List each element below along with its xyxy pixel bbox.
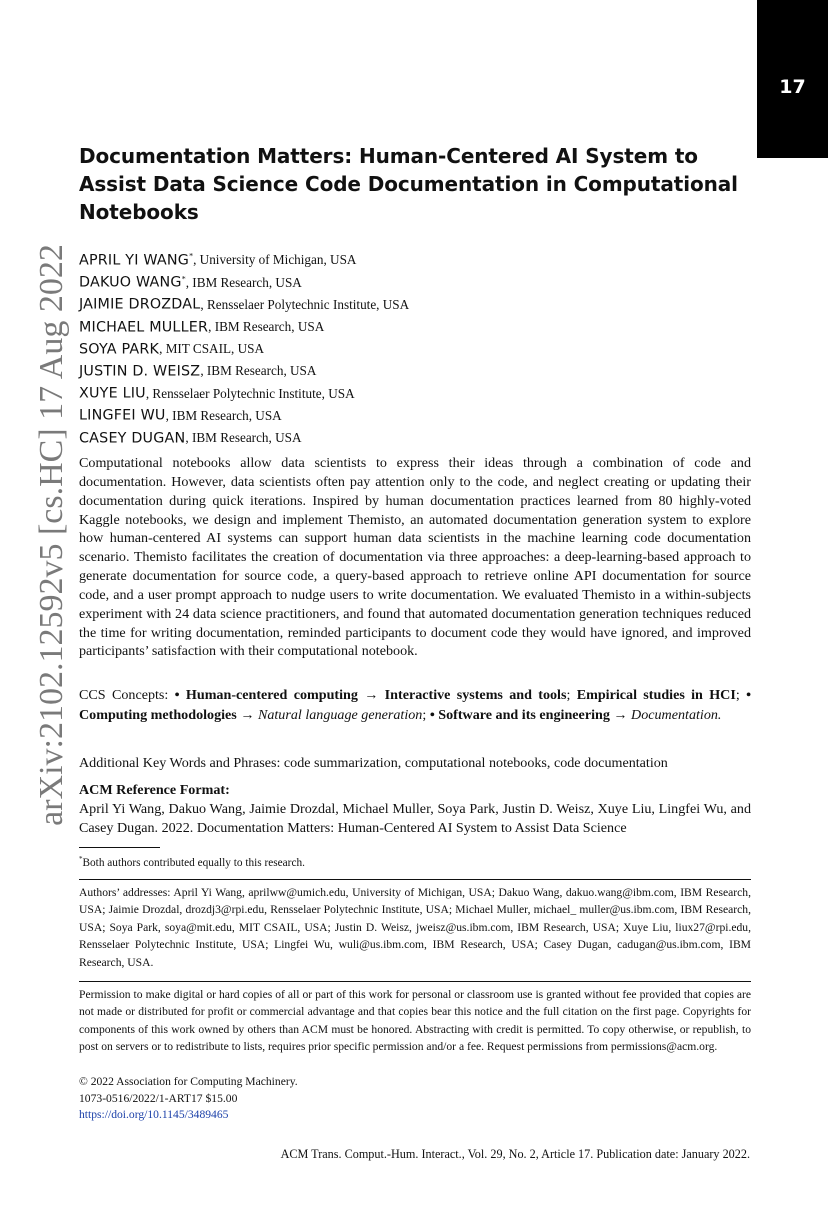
paper-title: Documentation Matters: Human-Centered AI System to Assist Data Science Code Documentation in Computational Notebooks: [79, 144, 738, 224]
author-entry: [79, 424, 749, 446]
author-name: XUYE LIU: [79, 385, 146, 402]
ccs-label: CCS Concepts:: [79, 687, 175, 703]
author-affiliation: , IBM Research, USA: [200, 363, 317, 379]
author-name: SOYA PARK: [79, 341, 160, 358]
author-entry: [79, 379, 749, 401]
author-addresses: Authors’ addresses: April Yi Wang, aprilww@umich.edu, University of Michigan, USA; Dakuo Wang, dakuo.wang@ibm.com, IBM Research, USA; Jaimie Drozdal, drozdj3@rpi.edu, Rensselaer Polytechnic Institute, USA; Michael Muller, michael_ muller@us.ibm.com, IBM Research, USA; Soya Park, soya@mit.edu, MIT CSAIL, USA; Justin D. Weisz, jweisz@us.ibm.com, IBM Research, USA; Xuye Liu, liux27@rpi.edu, Rensselaer Polytechnic Institute, USA; Lingfei Wu, wuli@us.ibm.com, IBM Research, USA; Casey Dugan, cadugan@us.ibm.com, IBM Research, USA.: [79, 886, 751, 969]
ccs-concept: Interactive systems and tools: [384, 687, 567, 703]
ccs-separator: ;: [422, 706, 430, 723]
author-entry: [79, 246, 749, 268]
acm-reference-text: April Yi Wang, Dakuo Wang, Jaimie Drozdal, Michael Muller, Soya Park, Justin D. Weisz, Xuye Liu, Lingfei Wu, and Casey Dugan. 2022. Documentation Matters: Human-Centered AI System to Assist Data Science: [79, 801, 751, 836]
equal-contribution-mark: *: [189, 252, 194, 261]
author-list: [79, 246, 749, 446]
permission-notice: Permission to make digital or hard copies of all or part of this work for personal or classroom use is granted without fee provided that copies are not made or distributed for profit or commercial advantage and that copies bear this notice and the full citation on the first page. Copyrights for components of this work owned by others than ACM must be honored. Abstracting with credit is permitted. To copy otherwise, or republish, to post on servers or to redistribute to lists, requires prior specific permission and/or a fee. Request permissions from permissions@acm.org.: [79, 988, 751, 1054]
author-entry: [79, 268, 749, 290]
ccs-concept: Documentation: [631, 706, 718, 723]
ccs-concept: • Computing methodologies: [79, 687, 751, 723]
ccs-separator: ;: [566, 687, 577, 703]
ccs-concept: • Software and its engineering: [429, 706, 610, 723]
ccs-concepts: [79, 686, 751, 725]
ccs-concept: Natural language generation: [257, 706, 423, 723]
author-affiliation: , IBM Research, USA: [208, 318, 325, 334]
divider: [79, 981, 751, 982]
doi-link[interactable]: https://doi.org/10.1145/3489465: [79, 1108, 229, 1121]
footnote-rule: [79, 847, 160, 848]
keywords: Additional Key Words and Phrases: code summarization, computational notebooks, code documentation: [79, 755, 668, 771]
issn-line: 1073-0516/2022/1-ART17 $15.00: [79, 1092, 238, 1105]
ccs-concept: Empirical studies in HCI: [576, 687, 736, 703]
author-name: DAKUO WANG: [79, 274, 182, 291]
ccs-arrow: →: [357, 687, 385, 703]
acm-reference-heading: ACM Reference Format:: [79, 782, 230, 798]
abstract: Computational notebooks allow data scientists to express their ideas through a combination of code and documentation. However, data scientists often pay attention only to the code, and neglect creating or updating their documentation during quick iterations. Inspired by human documentation practices learned from 80 highly-voted Kaggle notebooks, we design and implement Themisto, an automated documentation generation system to explore how human-centered AI systems can support human data scientists in the machine learning code documentation scenario. Themisto facilitates the creation of documentation via three approaches: a deep-learning-based approach to generate documentation for source code, a query-based approach to retrieve online API documentation for source code, and a user prompt approach to nudge users to write documentation. We evaluated Themisto in a within-subjects experiment with 24 data science practitioners, and found that automated documentation generation techniques reduced the time for writing documentation, reminded participants to document code they would have ignored, and improved participants’ satisfaction with their computational notebook.: [79, 455, 751, 660]
author-entry: [79, 401, 749, 423]
author-entry: [79, 313, 749, 335]
author-affiliation: , MIT CSAIL, USA: [159, 341, 264, 357]
ccs-concept: • Human-centered computing: [174, 687, 358, 703]
author-affiliation: , Rensselaer Polytechnic Institute, USA: [145, 385, 355, 401]
arxiv-stamp: arXiv:2102.12592v5 [cs.HC] 17 Aug 2022: [33, 244, 70, 826]
author-name: CASEY DUGAN: [79, 429, 186, 446]
ccs-end: .: [717, 706, 722, 723]
footnote: [79, 852, 305, 871]
footnote-mark: *: [79, 855, 83, 863]
author-name: JAIMIE DROZDAL: [79, 296, 201, 313]
author-entry: [79, 357, 749, 379]
running-footer: ACM Trans. Comput.-Hum. Interact., Vol. 29, No. 2, Article 17. Publication date: January 2022.: [280, 1147, 750, 1161]
author-entry: [79, 335, 749, 357]
author-name: MICHAEL MULLER: [79, 318, 209, 335]
author-entry: [79, 290, 749, 312]
author-affiliation: , University of Michigan, USA: [193, 252, 357, 268]
page-number-tab: [757, 0, 828, 158]
author-affiliation: , Rensselaer Polytechnic Institute, USA: [200, 296, 410, 312]
author-name: LINGFEI WU: [79, 407, 166, 424]
ccs-arrow: →: [609, 706, 632, 723]
author-affiliation: , IBM Research, USA: [185, 429, 302, 445]
author-name: APRIL YI WANG: [79, 252, 190, 269]
author-affiliation: , IBM Research, USA: [185, 274, 302, 290]
author-affiliation: , IBM Research, USA: [165, 407, 282, 423]
ccs-arrow: →: [236, 706, 258, 723]
equal-contribution-mark: *: [181, 274, 186, 284]
ccs-separator: ;: [735, 687, 747, 703]
copyright-line: © 2022 Association for Computing Machinery.: [79, 1075, 298, 1088]
page-number: 17: [779, 76, 806, 98]
footnote-text: Both authors contributed equally to this research.: [82, 856, 305, 869]
divider: [79, 879, 751, 880]
author-name: JUSTIN D. WEISZ: [79, 363, 201, 380]
